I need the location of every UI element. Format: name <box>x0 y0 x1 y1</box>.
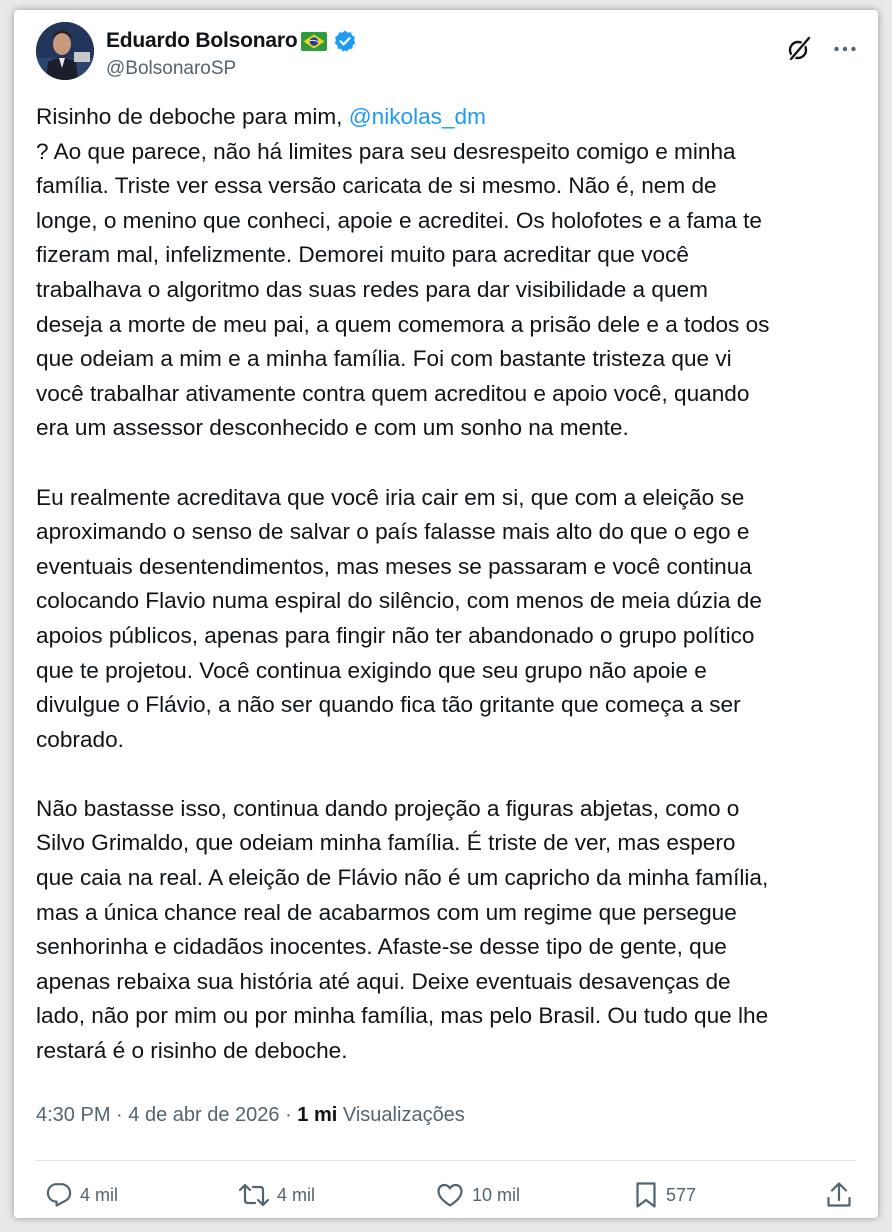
text-line: restará é o risinho de deboche. <box>36 1038 348 1064</box>
bookmark-button[interactable] <box>634 1178 696 1212</box>
share-button[interactable] <box>826 1178 852 1212</box>
text-line: ? Ao que parece, não há limites para seu desrespeito comigo e minha <box>36 138 736 164</box>
text-line: que te projetou. Você continua exigindo que seu grupo não apoie e <box>36 657 707 683</box>
text-line: eventuais desentendimentos, mas meses se passaram e você continua <box>36 553 752 579</box>
text-line: família. Triste ver essa versão caricata de si mesmo. Não é, nem de <box>36 173 717 199</box>
text-line: cobrado. <box>36 726 124 752</box>
text-line: divulgue o Flávio, a não ser quando fica tão gritante que começa a ser <box>36 692 741 718</box>
repost-count: 4 mil <box>277 1184 316 1205</box>
divider <box>36 1160 856 1161</box>
text-line: era um assessor desconhecido e com um sonho na mente. <box>36 415 629 441</box>
text-line: que caia na real. A eleição de Flávio não é um capricho da minha família, <box>36 865 769 891</box>
text-line: fizeram mal, infelizmente. Demorei muito para acreditar que você <box>36 242 689 268</box>
reply-count: 4 mil <box>80 1184 119 1205</box>
text-line: trabalhava o algoritmo das suas redes para dar visibilidade a quem <box>36 276 708 302</box>
repost-icon <box>239 1182 269 1208</box>
bookmark-count: 577 <box>666 1184 697 1205</box>
name-row <box>106 28 357 54</box>
like-icon <box>436 1182 464 1208</box>
text-line: Silvo Grimaldo, que odeiam minha família. É triste de ver, mas espero <box>36 830 736 856</box>
text-line: lado, não por mim ou por minha família, mas pelo Brasil. Ou tudo que lhe <box>36 1003 769 1029</box>
text-line: Não bastasse isso, continua dando projeção a figuras abjetas, como o <box>36 795 740 821</box>
text-line: apenas rebaixa sua história até aqui. Deixe eventuais desavenças de <box>36 968 731 994</box>
text-line: Eu realmente acreditava que você iria cair em si, que com a eleição se <box>36 484 745 510</box>
flag-brazil-icon <box>301 32 327 51</box>
avatar[interactable] <box>36 22 94 80</box>
mention-link[interactable]: @nikolas_dm <box>348 104 486 129</box>
text-line: que odeiam a mim e a minha família. Foi com bastante tristeza que vi <box>36 346 732 372</box>
text-line: mas a única chance real de acabarmos com um regime que persegue <box>36 899 737 925</box>
text-line: você trabalhar ativamente contra quem acreditou e apoio você, quando <box>36 380 750 406</box>
user-info <box>106 28 357 80</box>
text-line: longe, o menino que conheci, apoie e acreditei. Os holofotes e a fama te <box>36 207 762 233</box>
reply-button[interactable] <box>46 1178 118 1212</box>
bookmark-icon <box>634 1181 658 1209</box>
tweet-paragraph <box>36 792 866 1069</box>
tweet-date[interactable]: 4 de abr de 2026 <box>128 1104 280 1126</box>
meta-separator: · <box>279 1104 298 1126</box>
text-line: deseja a morte de meu pai, a quem comemora a prisão dele e a todos os <box>36 311 770 337</box>
tweet-paragraph <box>36 481 866 758</box>
share-icon <box>826 1181 852 1209</box>
verified-badge-icon <box>333 29 357 53</box>
tweet-text <box>36 100 866 1103</box>
display-name[interactable]: Eduardo Bolsonaro <box>106 29 298 52</box>
like-button[interactable] <box>436 1178 520 1212</box>
text-line: senhorinha e cidadãos inocentes. Afaste-se desse tipo de gente, que <box>36 934 727 960</box>
views-label: Visualizações <box>337 1104 465 1126</box>
like-count: 10 mil <box>472 1184 521 1205</box>
tweet-paragraph <box>36 100 866 446</box>
grok-icon[interactable] <box>786 36 812 62</box>
tweet-metadata <box>36 1104 465 1127</box>
text-fragment: Risinho de deboche para mim, <box>36 104 349 129</box>
action-bar <box>14 1178 878 1212</box>
more-icon[interactable] <box>830 34 860 64</box>
tweet-card <box>14 10 878 1218</box>
text-line: colocando Flavio numa espiral do silêncio, com menos de meia dúzia de <box>36 588 762 614</box>
repost-button[interactable] <box>239 1178 315 1212</box>
views-count: 1 mi <box>297 1104 338 1126</box>
user-handle[interactable]: @BolsonaroSP <box>106 58 237 79</box>
reply-icon <box>46 1182 72 1208</box>
text-line: apoios públicos, apenas para fingir não ter abandonado o grupo político <box>36 622 755 648</box>
tweet-time[interactable]: 4:30 PM <box>36 1104 111 1126</box>
text-line <box>36 100 866 135</box>
meta-separator: · <box>110 1104 129 1126</box>
tweet-header <box>36 22 860 84</box>
text-line: aproximando o senso de salvar o país falasse mais alto do que o ego e <box>36 519 750 545</box>
